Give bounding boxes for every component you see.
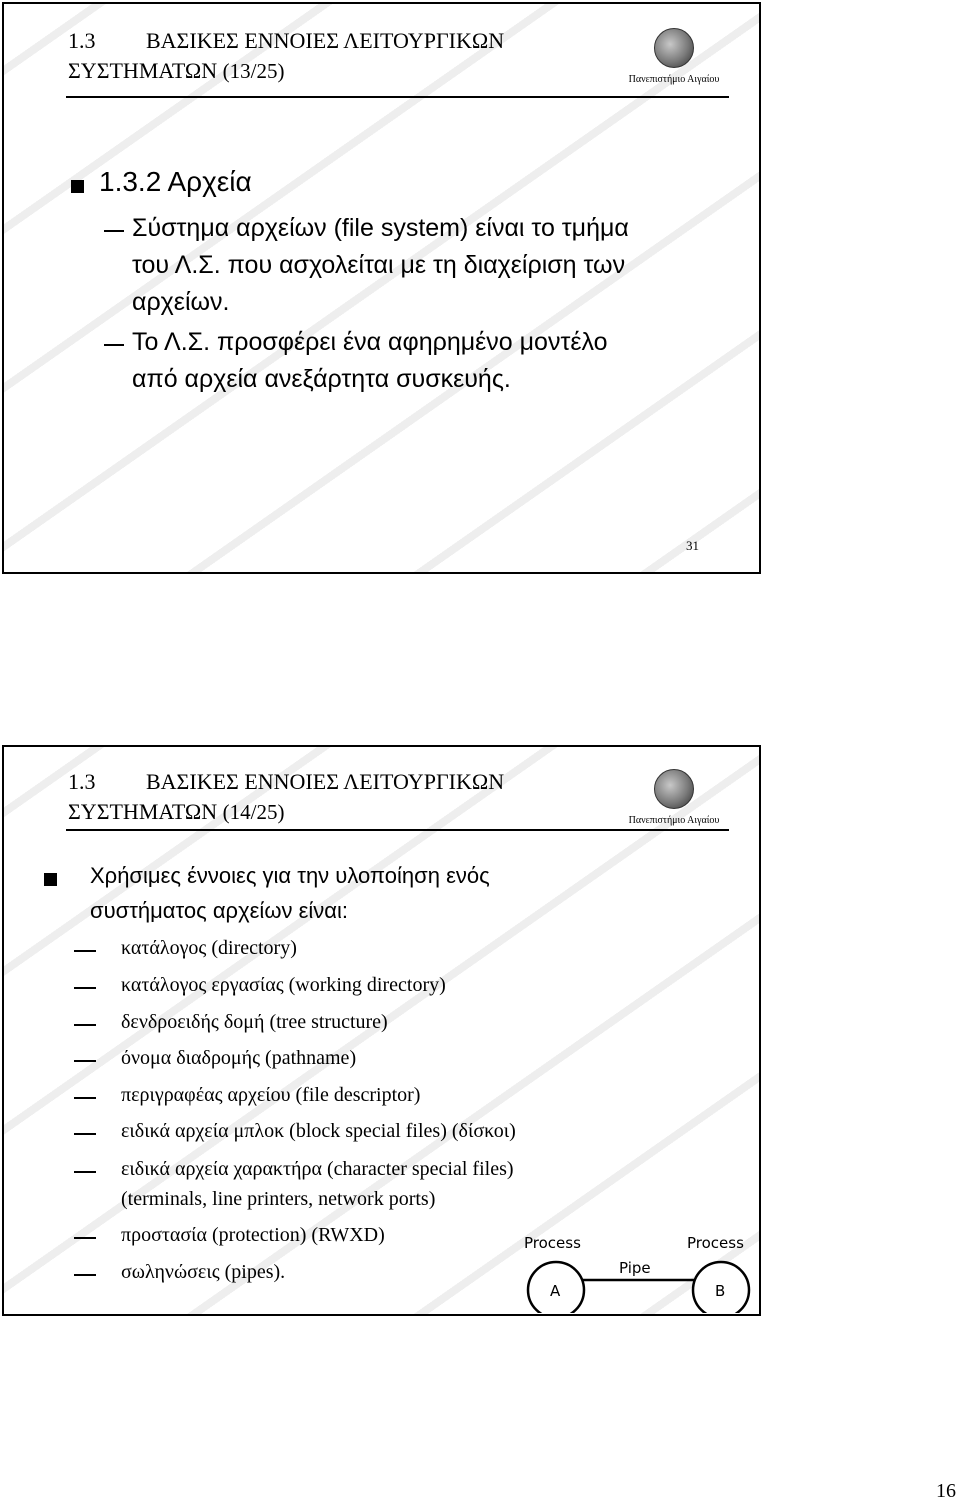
university-logo (619, 28, 729, 85)
slide-31 (2, 2, 761, 574)
dash-icon (74, 950, 96, 952)
title-number: 1.3 (68, 769, 96, 794)
dash-icon (74, 1060, 96, 1062)
logo-text: Πανεπιστήμιο Αιγαίου (628, 74, 720, 85)
node-a-label: A (550, 1282, 561, 1300)
title-line-2: ΣΥΣΤΗΜΑΤΩΝ (68, 799, 218, 824)
logo-text: Πανεπιστήμιο Αιγαίου (628, 815, 720, 826)
title-divider (66, 96, 729, 98)
dash-icon (74, 1274, 96, 1276)
title-line-1: ΒΑΣΙΚΕΣ ΕΝΝΟΙΕΣ ΛΕΙΤΟΥΡΓΙΚΩΝ (146, 769, 505, 794)
list-item: σωληνώσεις (pipes). (121, 1261, 286, 1283)
dash-icon (74, 1133, 96, 1135)
slide-title (68, 26, 628, 86)
dash-icon (74, 1097, 96, 1099)
slide-title (68, 767, 628, 827)
node-b-label: B (715, 1282, 726, 1300)
pipe-diagram (519, 1233, 759, 1313)
process-a-label: Process (524, 1234, 581, 1252)
title-line-1: ΒΑΣΙΚΕΣ ΕΝΝΟΙΕΣ ΛΕΙΤΟΥΡΓΙΚΩΝ (146, 28, 505, 53)
title-number: 1.3 (68, 28, 96, 53)
body-line: Το Λ.Σ. προσφέρει ένα αφηρημένο μοντέλο (132, 328, 608, 356)
square-bullet-icon (44, 873, 57, 886)
body-line: από αρχεία ανεξάρτητα συσκευής. (132, 365, 511, 393)
list-item: (terminals, line printers, network ports) (121, 1188, 436, 1210)
dash-icon (74, 987, 96, 989)
title-divider (66, 829, 729, 831)
process-b-label: Process (687, 1234, 744, 1252)
slide-32 (2, 745, 761, 1316)
coin-logo-icon (654, 28, 694, 68)
list-item: ειδικά αρχεία χαρακτήρα (character special files) (121, 1158, 514, 1180)
dash-icon (74, 1171, 96, 1173)
pipe-label: Pipe (619, 1259, 651, 1277)
dash-icon (104, 344, 124, 346)
title-pages: (14/25) (222, 800, 285, 824)
body-line: Σύστημα αρχείων (file system) είναι το τμήμα (132, 214, 629, 242)
dash-icon (104, 230, 124, 232)
list-item: ειδικά αρχεία μπλοκ (block special files) (δίσκοι) (121, 1120, 516, 1142)
title-pages: (13/25) (222, 59, 285, 83)
list-item: κατάλογος (directory) (121, 937, 297, 959)
square-bullet-icon (71, 180, 84, 193)
dash-icon (74, 1237, 96, 1239)
intro-line: συστήματος αρχείων είναι: (90, 898, 349, 923)
body-line: αρχείων. (132, 288, 230, 316)
title-line-2: ΣΥΣΤΗΜΑΤΩΝ (68, 58, 218, 83)
list-item: περιγραφέας αρχείου (file descriptor) (121, 1084, 421, 1106)
list-item: προστασία (protection) (RWXD) (121, 1224, 385, 1246)
list-item: δενδροειδής δομή (tree structure) (121, 1011, 388, 1033)
dash-icon (74, 1024, 96, 1026)
intro-line: Χρήσιμες έννοιες για την υλοποίηση ενός (90, 863, 490, 888)
section-heading: 1.3.2 Αρχεία (99, 166, 252, 197)
document-page-number: 16 (936, 1480, 956, 1502)
page-number: 31 (686, 538, 699, 553)
list-item: κατάλογος εργασίας (working directory) (121, 974, 446, 996)
list-item: όνομα διαδρομής (pathname) (121, 1047, 357, 1069)
university-logo (619, 769, 729, 826)
body-line: του Λ.Σ. που ασχολείται με τη διαχείριση των (132, 251, 626, 279)
coin-logo-icon (654, 769, 694, 809)
